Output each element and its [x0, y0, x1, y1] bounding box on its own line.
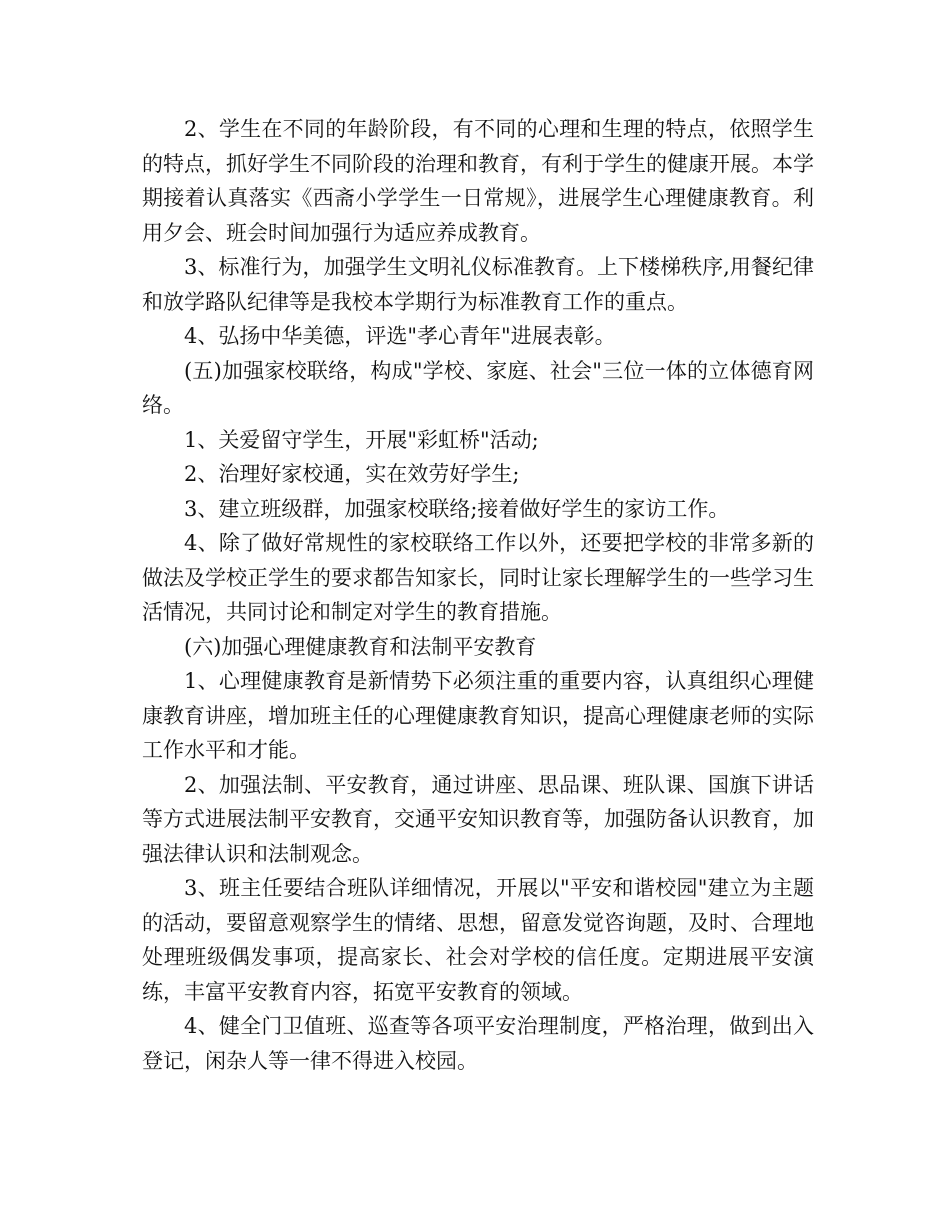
- paragraph-item-3-class-group: 3、建立班级群，加强家校联络;接着做好学生的家访工作。: [184, 496, 730, 521]
- paragraph-item-4-guard-duty: 4、健全门卫值班、巡查等各项平安治理制度，严格治理，做到出入登记，闲杂人等一律不得进入校园。: [142, 1014, 814, 1073]
- paragraph-item-3-campus-safety: 3、班主任要结合班队详细情况，开展以"平安和谐校园"建立为主题的活动，要留意观察学生的情绪、思想，留意发觉咨询题，及时、合理地处理班级偶发事项，提高家长、社会对学校的信任度。定期进展平安演练，丰富平安教育内容，拓宽平安教育的领域。: [142, 876, 814, 1004]
- paragraph-item-1-mental-health: 1、心理健康教育是新情势下必须注重的重要内容，认真组织心理健康教育讲座，增加班主任的心理健康教育知识，提高心理健康老师的实际工作水平和才能。: [142, 669, 814, 762]
- paragraph-item-3-standard-behavior: 3、标准行为，加强学生文明礼仪标准教育。上下楼梯秩序,用餐纪律和放学路队纪律等是我校本学期行为标准教育工作的重点。: [142, 255, 814, 314]
- paragraph-item-2-student-age: 2、学生在不同的年龄阶段，有不同的心理和生理的特点，依照学生的特点，抓好学生不同阶段的治理和教育，有利于学生的健康开展。本学期接着认真落实《西斋小学学生一日常规》，进展学生心理健康教育。利用夕会、班会时间加强行为适应养成教育。: [142, 117, 814, 245]
- document-body: [142, 112, 814, 1078]
- paragraph-item-1-left-behind: 1、关爱留守学生，开展"彩虹桥"活动;: [184, 427, 539, 452]
- paragraph-item-2-home-school-link: 2、治理好家校通，实在效劳好学生;: [184, 462, 520, 486]
- section-heading-5-home-school: (五)加强家校联络，构成"学校、家庭、社会"三位一体的立体德育网络。: [142, 358, 814, 417]
- paragraph-item-2-legal-safety: 2、加强法制、平安教育，通过讲座、思品课、班队课、国旗下讲话等方式进展法制平安教育，交通平安知识教育等，加强防备认识教育，加强法律认识和法制观念。: [142, 772, 814, 866]
- paragraph-item-4-parent-contact: 4、除了做好常规性的家校联络工作以外，还要把学校的非常多新的做法及学校正学生的要求都告知家长，同时让家长理解学生的一些学习生活情况，共同讨论和制定对学生的教育措施。: [142, 531, 814, 624]
- section-heading-6-mental-health: (六)加强心理健康教育和法制平安教育: [184, 634, 537, 659]
- paragraph-item-4-virtue: 4、弘扬中华美德，评选"孝心青年"进展表彰。: [184, 324, 616, 348]
